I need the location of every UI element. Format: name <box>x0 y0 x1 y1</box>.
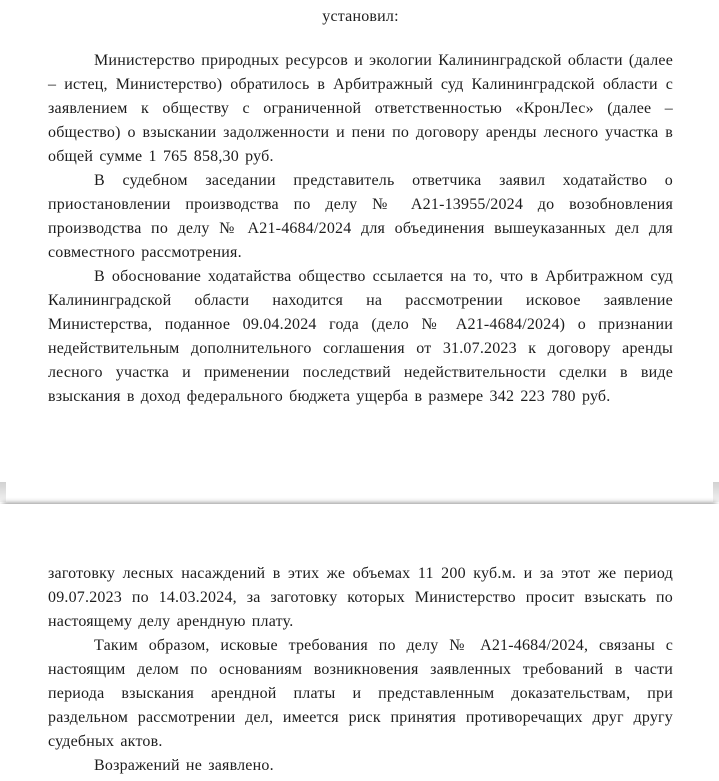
paragraph: Министерство природных ресурсов и экологии Калининградской области (далее – истец, Министерство) обратилось в Арбитражный суд Калининградской области с заявлением к обществу с ограниченной ответственностью «КронЛес» (далее – общество) о взыскании задолженности и пени по договору аренды лесного участка в общей сумме 1 765 858,30 руб. <box>48 52 674 165</box>
paragraph-continuation: заготовку лесных насаждений в этих же объемах 11 200 куб.м. и за этот же период 09.07.2023 по 14.03.2024, за заготовку которых Министерство просит взыскать по настоящему делу арендную плату. <box>48 565 673 630</box>
paragraph: Возражений не заявлено. <box>94 757 274 774</box>
paragraph: Таким образом, исковые требования по делу № А21-4684/2024, связаны с настоящим делом по основаниям возникновения заявленных требований в части периода взыскания арендной платы и представленным доказательствам, при раздельном рассмотрении дел, имеется риск принятия противоречащих друг другу судебных актов. <box>48 637 673 750</box>
paragraph: В судебном заседании представитель ответчика заявил ходатайство о приостановлении производства по делу № А21-13955/2024 до возобновления производства по делу № А21-4684/2024 для объединения вышеуказанных дел для совместного рассмотрения. <box>48 172 673 261</box>
page-2 <box>0 504 719 781</box>
page-break <box>0 480 719 504</box>
section-heading: установил: <box>322 8 399 25</box>
paragraph: В обоснование ходатайства общество ссылается на то, что в Арбитражном суд Калининградской области находится на рассмотрении исковое заявление Министерства, поданное 09.04.2024 года (дело № А21-4684/2024) о признании недействительным дополнительного соглашения от 31.07.2023 к договору аренды лесного участка и применении последствий недействительности сделки в виде взыскания в доход федерального бюджета ущерба в размере 342 223 780 руб. <box>48 268 673 405</box>
